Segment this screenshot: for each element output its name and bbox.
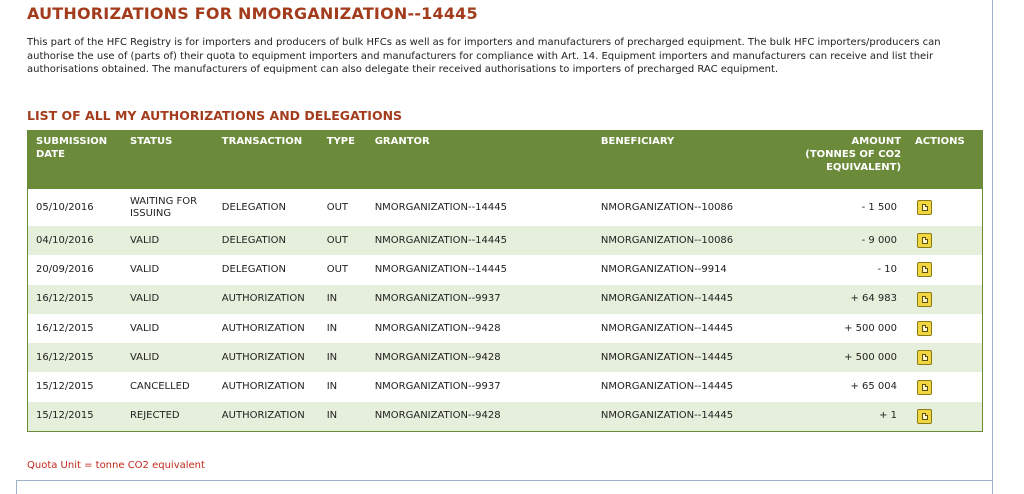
cell-beneficiary: NMORGANIZATION--10086	[600, 234, 734, 246]
cell-beneficiary: NMORGANIZATION--14445	[600, 381, 734, 393]
view-document-icon[interactable]	[917, 350, 932, 365]
cell-amount: + 64 983	[850, 293, 898, 305]
cell-grantor: NMORGANIZATION--9428	[374, 410, 501, 422]
cell-amount: - 9 000	[861, 234, 898, 246]
cell-transaction: AUTHORIZATION	[221, 381, 305, 393]
cell-transaction: DELEGATION	[221, 201, 286, 213]
table-row	[28, 189, 982, 226]
cell-actions	[907, 189, 982, 226]
authorizations-table	[27, 130, 983, 432]
cell-transaction: AUTHORIZATION	[221, 410, 305, 422]
cell-type: IN	[326, 293, 338, 305]
col-status: STATUS	[122, 131, 214, 189]
table-row	[28, 314, 982, 343]
cell-amount: - 10	[877, 263, 898, 275]
table-row	[28, 343, 982, 372]
view-document-icon[interactable]	[917, 292, 932, 307]
cell-transaction: AUTHORIZATION	[221, 293, 305, 305]
intro-text: This part of the HFC Registry is for importers and producers of bulk HFCs as well as for importers and manufacturers of precharged equipment. The bulk HFC importers/producers can authorise the use of (parts of) their quota to equipment importers and manufacturers for compliance with Art. 14. Equipment importers and manufacturers can receive and list their authorisations obtained. The manufacturers of equipment can also delegate their received authorisations to importers of precharged RAC equipment.	[27, 37, 941, 75]
cell-transaction: DELEGATION	[221, 263, 286, 275]
cell-amount: + 500 000	[844, 351, 898, 363]
cell-type: OUT	[326, 263, 349, 275]
cell-beneficiary: NMORGANIZATION--14445	[600, 293, 734, 305]
cell-type: IN	[326, 351, 338, 363]
col-beneficiary: BENEFICIARY	[593, 131, 791, 189]
cell-actions	[907, 372, 982, 401]
cell-actions	[907, 343, 982, 372]
cell-beneficiary: NMORGANIZATION--14445	[600, 410, 734, 422]
table-row	[28, 402, 982, 431]
col-type: TYPE	[319, 131, 367, 189]
cell-status: CANCELLED	[129, 381, 190, 393]
list-title: LIST OF ALL MY AUTHORIZATIONS AND DELEGATIONS	[27, 108, 403, 123]
cell-date: 16/12/2015	[36, 351, 94, 363]
cell-grantor: NMORGANIZATION--9937	[374, 293, 501, 305]
view-document-icon[interactable]	[917, 409, 932, 424]
view-document-icon[interactable]	[917, 380, 932, 395]
cell-transaction: AUTHORIZATION	[221, 351, 305, 363]
col-transaction: TRANSACTION	[214, 131, 319, 189]
cell-amount: + 1	[879, 410, 898, 422]
view-document-icon[interactable]	[917, 233, 932, 248]
table-row	[28, 285, 982, 314]
table-row	[28, 226, 982, 255]
cell-status: VALID	[129, 263, 160, 275]
cell-type: OUT	[326, 234, 349, 246]
cell-actions	[907, 285, 982, 314]
cell-actions	[907, 314, 982, 343]
cell-amount: - 1 500	[861, 201, 898, 213]
cell-grantor: NMORGANIZATION--9428	[374, 351, 501, 363]
cell-actions	[907, 226, 982, 255]
cell-amount: + 500 000	[844, 322, 898, 334]
cell-grantor: NMORGANIZATION--14445	[374, 201, 507, 213]
cell-actions	[907, 402, 982, 431]
cell-date: 16/12/2015	[36, 322, 94, 334]
cell-type: IN	[326, 381, 338, 393]
view-document-icon[interactable]	[917, 200, 932, 215]
cell-status: WAITING FOR ISSUING	[129, 195, 198, 219]
cell-grantor: NMORGANIZATION--9428	[374, 322, 501, 334]
col-amount: AMOUNT (TONNES OF CO2 EQUIVALENT)	[791, 131, 907, 189]
cell-status: VALID	[129, 322, 160, 334]
cell-status: VALID	[129, 351, 160, 363]
cell-actions	[907, 255, 982, 284]
cell-transaction: AUTHORIZATION	[221, 322, 305, 334]
table-row	[28, 372, 982, 401]
view-document-icon[interactable]	[917, 262, 932, 277]
table-header-row	[28, 131, 982, 189]
cell-date: 16/12/2015	[36, 293, 94, 305]
cell-status: VALID	[129, 293, 160, 305]
table-row	[28, 255, 982, 284]
cell-beneficiary: NMORGANIZATION--9914	[600, 263, 727, 275]
cell-type: IN	[326, 322, 338, 334]
cell-beneficiary: NMORGANIZATION--14445	[600, 351, 734, 363]
cell-type: IN	[326, 410, 338, 422]
cell-beneficiary: NMORGANIZATION--10086	[600, 201, 734, 213]
bottom-panel-edge	[16, 480, 993, 494]
cell-date: 15/12/2015	[36, 381, 94, 393]
cell-status: VALID	[129, 234, 160, 246]
cell-grantor: NMORGANIZATION--9937	[374, 381, 501, 393]
col-actions: ACTIONS	[907, 131, 982, 189]
col-grantor: GRANTOR	[367, 131, 593, 189]
cell-transaction: DELEGATION	[221, 234, 286, 246]
cell-status: REJECTED	[129, 410, 180, 422]
page-title: AUTHORIZATIONS FOR NMORGANIZATION--14445	[27, 4, 478, 23]
cell-type: OUT	[326, 201, 349, 213]
cell-date: 15/12/2015	[36, 410, 94, 422]
view-document-icon[interactable]	[917, 321, 932, 336]
col-submission-date: SUBMISSION DATE	[28, 131, 122, 189]
cell-date: 05/10/2016	[36, 201, 94, 213]
quota-unit-note: Quota Unit = tonne CO2 equivalent	[27, 460, 205, 471]
cell-grantor: NMORGANIZATION--14445	[374, 234, 507, 246]
cell-date: 04/10/2016	[36, 234, 94, 246]
cell-date: 20/09/2016	[36, 263, 94, 275]
cell-grantor: NMORGANIZATION--14445	[374, 263, 507, 275]
cell-beneficiary: NMORGANIZATION--14445	[600, 322, 734, 334]
cell-amount: + 65 004	[850, 381, 898, 393]
